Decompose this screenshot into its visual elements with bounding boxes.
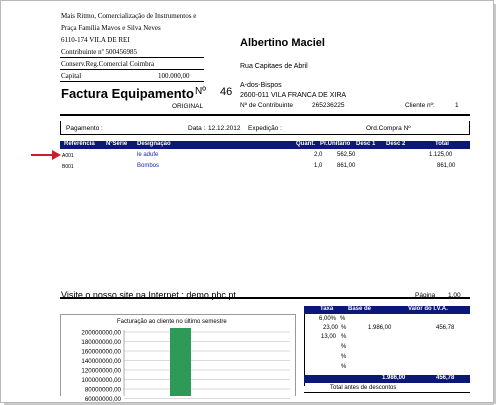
y-tick-label: 80000000,00 xyxy=(84,386,121,394)
vat-base: 1.986,00 xyxy=(368,325,392,331)
vat-pct: % xyxy=(341,354,347,360)
vat-total-label: Total antes de descontos xyxy=(330,385,397,391)
vat-row xyxy=(304,334,470,343)
y-tick-label: 160000000,00 xyxy=(81,348,121,356)
customer-address-1: Rua Capitaes de Abril xyxy=(240,63,308,70)
billing-bar-chart xyxy=(60,328,296,403)
company-line-1: Mais Ritmo, Comercialização de Instrumentos e xyxy=(61,12,197,20)
vat-pct: % xyxy=(341,334,347,340)
capital-value: 100.000,00 xyxy=(158,72,190,80)
vat-row xyxy=(304,316,470,325)
col-total: Total xyxy=(435,141,449,147)
vat-row xyxy=(304,344,470,353)
vat-col-value: Valor do I.V.A. xyxy=(408,306,448,312)
date-value: 12.12.2012 xyxy=(208,125,241,132)
row-total: 1.125,00 xyxy=(429,152,453,158)
vat-rate: 6,00% xyxy=(319,316,337,322)
customer-nif: 265236225 xyxy=(312,102,345,109)
company-line-2: Praça Família Mavos e Silva Neves xyxy=(61,24,161,32)
vat-rows xyxy=(304,316,470,376)
y-tick-label: 120000000,00 xyxy=(81,367,121,375)
chart-title: Facturação ao cliente no último semestre xyxy=(117,319,227,325)
vat-col-rate: Taxa xyxy=(320,306,334,312)
chart-bar xyxy=(170,328,191,396)
col-d2: Desc 2 xyxy=(386,141,406,147)
document-number: 46 xyxy=(220,86,233,98)
row-unit: 861,00 xyxy=(337,163,356,169)
row-total: 861,00 xyxy=(437,163,456,169)
site-text: Visite o nosso site na Internet : demo.phc.pt xyxy=(61,290,236,300)
customer-name: Albertino Maciel xyxy=(240,37,325,49)
company-line-5: Conserv.Reg.Comercial Coimbra xyxy=(61,60,155,68)
items-table-header xyxy=(60,141,470,149)
page-label: Página xyxy=(415,292,436,299)
col-serial: NºSérie xyxy=(106,141,128,147)
y-tick-label: 200000000,00 xyxy=(81,329,121,337)
vat-row xyxy=(304,354,470,363)
vat-pct: % xyxy=(341,344,347,350)
date-label: Data : xyxy=(188,125,206,132)
company-line-3: 6110-174 VILA DE REI xyxy=(61,36,130,44)
company-rule-1 xyxy=(60,57,204,58)
y-tick-label: 140000000,00 xyxy=(81,358,121,365)
row-desc: Bombos xyxy=(137,163,160,169)
company-rule-2 xyxy=(60,69,204,70)
document-title: Factura Equipamento xyxy=(61,86,194,101)
vat-total-base: 1.986,00 xyxy=(382,375,406,381)
client-number-label: Cliente nº: xyxy=(405,102,435,109)
table-row xyxy=(60,163,470,172)
vat-bottom-rule xyxy=(304,392,470,393)
vat-header xyxy=(304,306,470,314)
red-arrow-icon xyxy=(30,149,62,161)
vat-row xyxy=(304,364,470,373)
customer-address-3: 2600-011 VILA FRANCA DE XIRA xyxy=(240,92,347,99)
col-unit: Pr.Unitário xyxy=(320,141,351,147)
payment-label: Pagamento : xyxy=(66,125,103,132)
customer-address-2: A-dos-Bispos xyxy=(240,82,282,89)
col-d1: Desc 1 xyxy=(356,141,376,147)
vat-total-value: 456,78 xyxy=(436,375,455,381)
vat-totals xyxy=(304,375,470,383)
y-tick-label: 180000000,00 xyxy=(81,339,121,346)
table-row xyxy=(60,152,470,161)
document-number-label: Nº xyxy=(195,86,206,97)
col-qty: Quant. xyxy=(296,141,315,147)
customer-nif-label: Nº de Contribuinte xyxy=(240,102,293,109)
company-line-4: Contribuinte nº 500456985 xyxy=(61,48,138,56)
vat-value: 456,78 xyxy=(436,325,455,331)
capital-label: Capital xyxy=(61,72,82,80)
vat-rate: 13,00 xyxy=(321,334,337,340)
col-desc: Designação xyxy=(137,141,171,147)
vat-col-base: Base de xyxy=(348,306,372,312)
row-unit: 562,50 xyxy=(337,152,356,158)
row-ref: A001 xyxy=(62,153,74,159)
col-ref: Referência xyxy=(64,141,95,147)
shipping-label: Expedição : xyxy=(248,125,282,132)
vat-pct: % xyxy=(341,325,347,331)
vat-rate: 23,00 xyxy=(323,325,339,331)
row-qty: 1,0 xyxy=(314,163,323,169)
row-qty: 2,0 xyxy=(314,152,323,158)
header-rule xyxy=(60,114,470,116)
vat-pct: % xyxy=(341,364,347,370)
row-desc: le adufe xyxy=(137,152,159,158)
chart-grid xyxy=(124,330,290,399)
y-tick-label: 100000000,00 xyxy=(81,377,121,384)
company-rule-3 xyxy=(60,81,204,82)
client-number: 1 xyxy=(455,102,459,109)
chart-bars xyxy=(170,328,191,396)
page-value: 1,00 xyxy=(448,292,461,299)
row-ref: B001 xyxy=(62,164,74,170)
y-tick-label: 60000000,00 xyxy=(84,396,121,403)
document-copy: ORIGINAL xyxy=(172,103,204,110)
order-label: Ord.Compra Nº xyxy=(366,125,411,132)
vat-pct: % xyxy=(340,316,346,322)
vat-row xyxy=(304,325,470,334)
chart-y-ticks xyxy=(81,330,121,404)
